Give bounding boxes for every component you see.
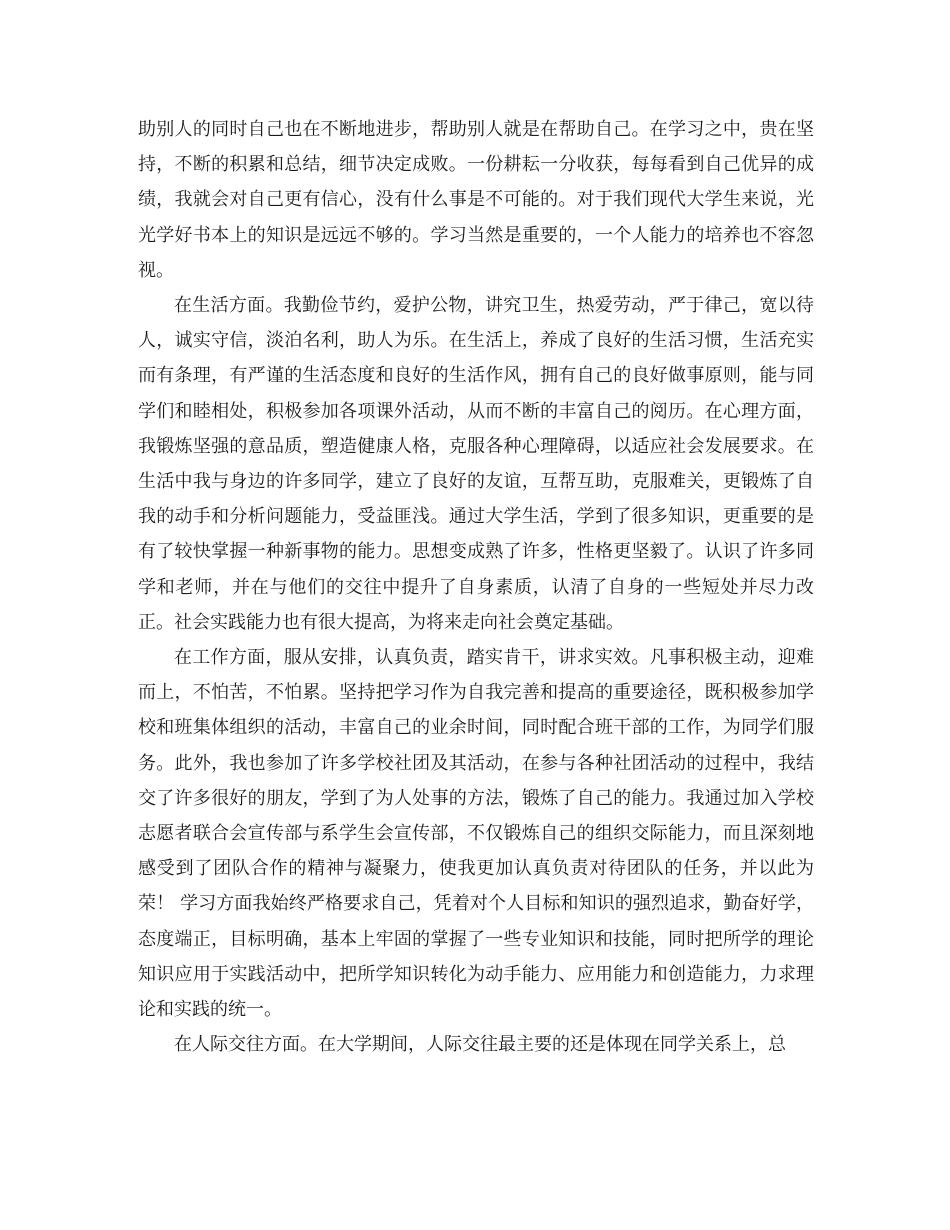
paragraph-study-continued: 助别人的同时自己也在不断地进步，帮助别人就是在帮助自己。在学习之中，贵在坚持，不断的积累和总结，细节决定成败。一份耕耘一分收获，每每看到自己优异的成绩，我就会对自己更有信心，没有什么事是不可能的。对于我们现代大学生来说，光光学好书本上的知识是远远不够的。学习当然是重要的，一个人能力的培养也不容忽视。: [138, 119, 814, 281]
paragraph-work: 在工作方面，服从安排，认真负责，踏实肯干，讲求实效。凡事积极主动，迎难而上，不怕苦，不怕累。坚持把学习作为自我完善和提高的重要途径，既积极参加学校和班集体组织的活动，丰富自己的业余时间，同时配合班干部的工作，为同学们服务。此外，我也参加了许多学校社团及其活动，在参与各种社团活动的过程中，我结交了许多很好的朋友，学到了为人处事的方法，锻炼了自己的能力。我通过加入学校志愿者联合会宣传部与系学生会宣传部，不仅锻炼自己的组织交际能力，而且深刻地感受到了团队合作的精神与凝聚力，使我更加认真负责对待团队的任务，并以此为荣！ 学习方面我始终严格要求自己，凭着对个人目标和知识的强烈追求，勤奋好学，态度端正，目标明确，基本上牢固的掌握了一些专业知识和技能，同时把所学的理论知识应用于实践活动中，把所学知识转化为动手能力、应用能力和创造能力，力求理论和实践的统一。: [138, 647, 814, 1021]
document-body: [138, 112, 814, 1062]
paragraph-interpersonal: 在人际交往方面。在大学期间，人际交往最主要的还是体现在同学关系上，总: [174, 1034, 786, 1056]
paragraph-life: 在生活方面。我勤俭节约，爱护公物，讲究卫生，热爱劳动，严于律己，宽以待人，诚实守信，淡泊名利，助人为乐。在生活上，养成了良好的生活习惯，生活充实而有条理，有严谨的生活态度和良好的生活作风，拥有自己的良好做事原则，能与同学们和睦相处，积极参加各项课外活动，从而不断的丰富自己的阅历。在心理方面，我锻炼坚强的意品质，塑造健康人格，克服各种心理障碍，以适应社会发展要求。在生活中我与身边的许多同学，建立了良好的友谊，互帮互助，克服难关，更锻炼了自我的动手和分析问题能力，受益匪浅。通过大学生活，学到了很多知识，更重要的是有了较快掌握一种新事物的能力。思想变成熟了许多，性格更坚毅了。认识了许多同学和老师，并在与他们的交往中提升了自身素质，认清了自身的一些短处并尽力改正。社会实践能力也有很大提高，为将来走向社会奠定基础。: [138, 295, 814, 633]
